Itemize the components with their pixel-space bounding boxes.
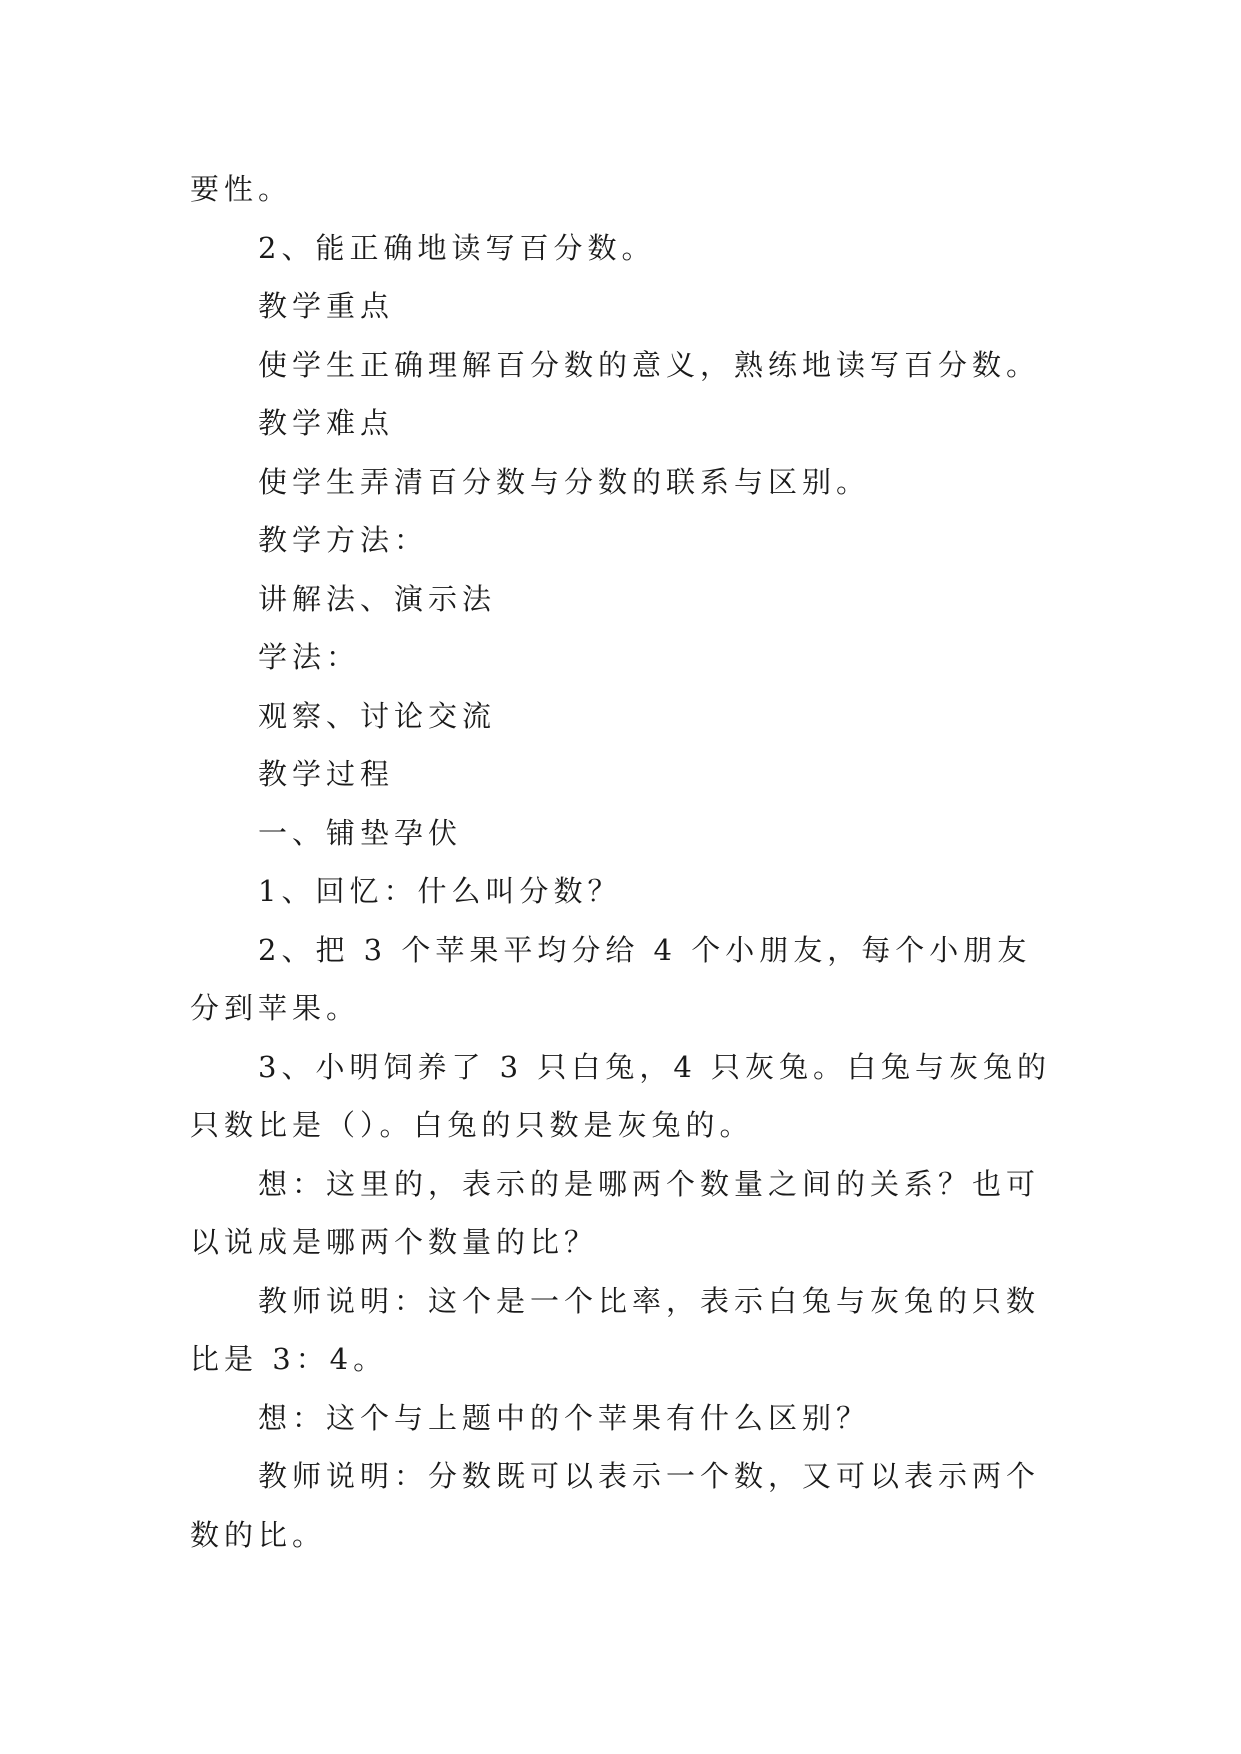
paragraph-question-2: 2、把 3 个苹果平均分给 4 个小朋友，每个小朋友分到苹果。 [190,932,1032,1025]
paragraph-learning-method: 观察、讨论交流 [258,698,497,733]
paragraph-teaching-focus: 使学生正确理解百分数的意义，熟练地读写百分数。 [258,347,1041,382]
heading-teaching-method: 教学方法： [258,523,429,557]
paragraph-question-1: 1、回忆：什么叫分数？ [258,874,622,908]
paragraph-think-1: 想：这里的，表示的是哪两个数量之间的关系？也可以说成是哪两个数量的比？ [190,1166,1041,1259]
document-body [190,160,1060,1564]
paragraph-objective-2: 2、能正确地读写百分数。 [258,230,656,265]
paragraph-think-2: 想：这个与上题中的个苹果有什么区别？ [258,1400,871,1435]
paragraph-teaching-method: 讲解法、演示法 [258,581,497,616]
paragraph-teacher-note-2: 教师说明：分数既可以表示一个数，又可以表示两个数的比。 [190,1459,1041,1552]
heading-teaching-difficulty: 教学难点 [258,406,395,440]
heading-learning-method: 学法： [258,640,361,674]
heading-teaching-process: 教学过程 [258,757,395,791]
paragraph-teaching-difficulty: 使学生弄清百分数与分数的联系与区别。 [258,464,871,499]
heading-teaching-focus: 教学重点 [258,289,395,323]
paragraph-question-3: 3、小明饲养了 3 只白兔，4 只灰兔。白兔与灰兔的只数比是（）。白兔的只数是灰兔的。 [190,1049,1052,1142]
paragraph-teacher-note-1: 教师说明：这个是一个比率，表示白兔与灰兔的只数比是 3：4。 [190,1283,1041,1376]
paragraph-continuation: 要性。 [190,172,293,206]
heading-section-1: 一、铺垫孕伏 [258,815,463,850]
